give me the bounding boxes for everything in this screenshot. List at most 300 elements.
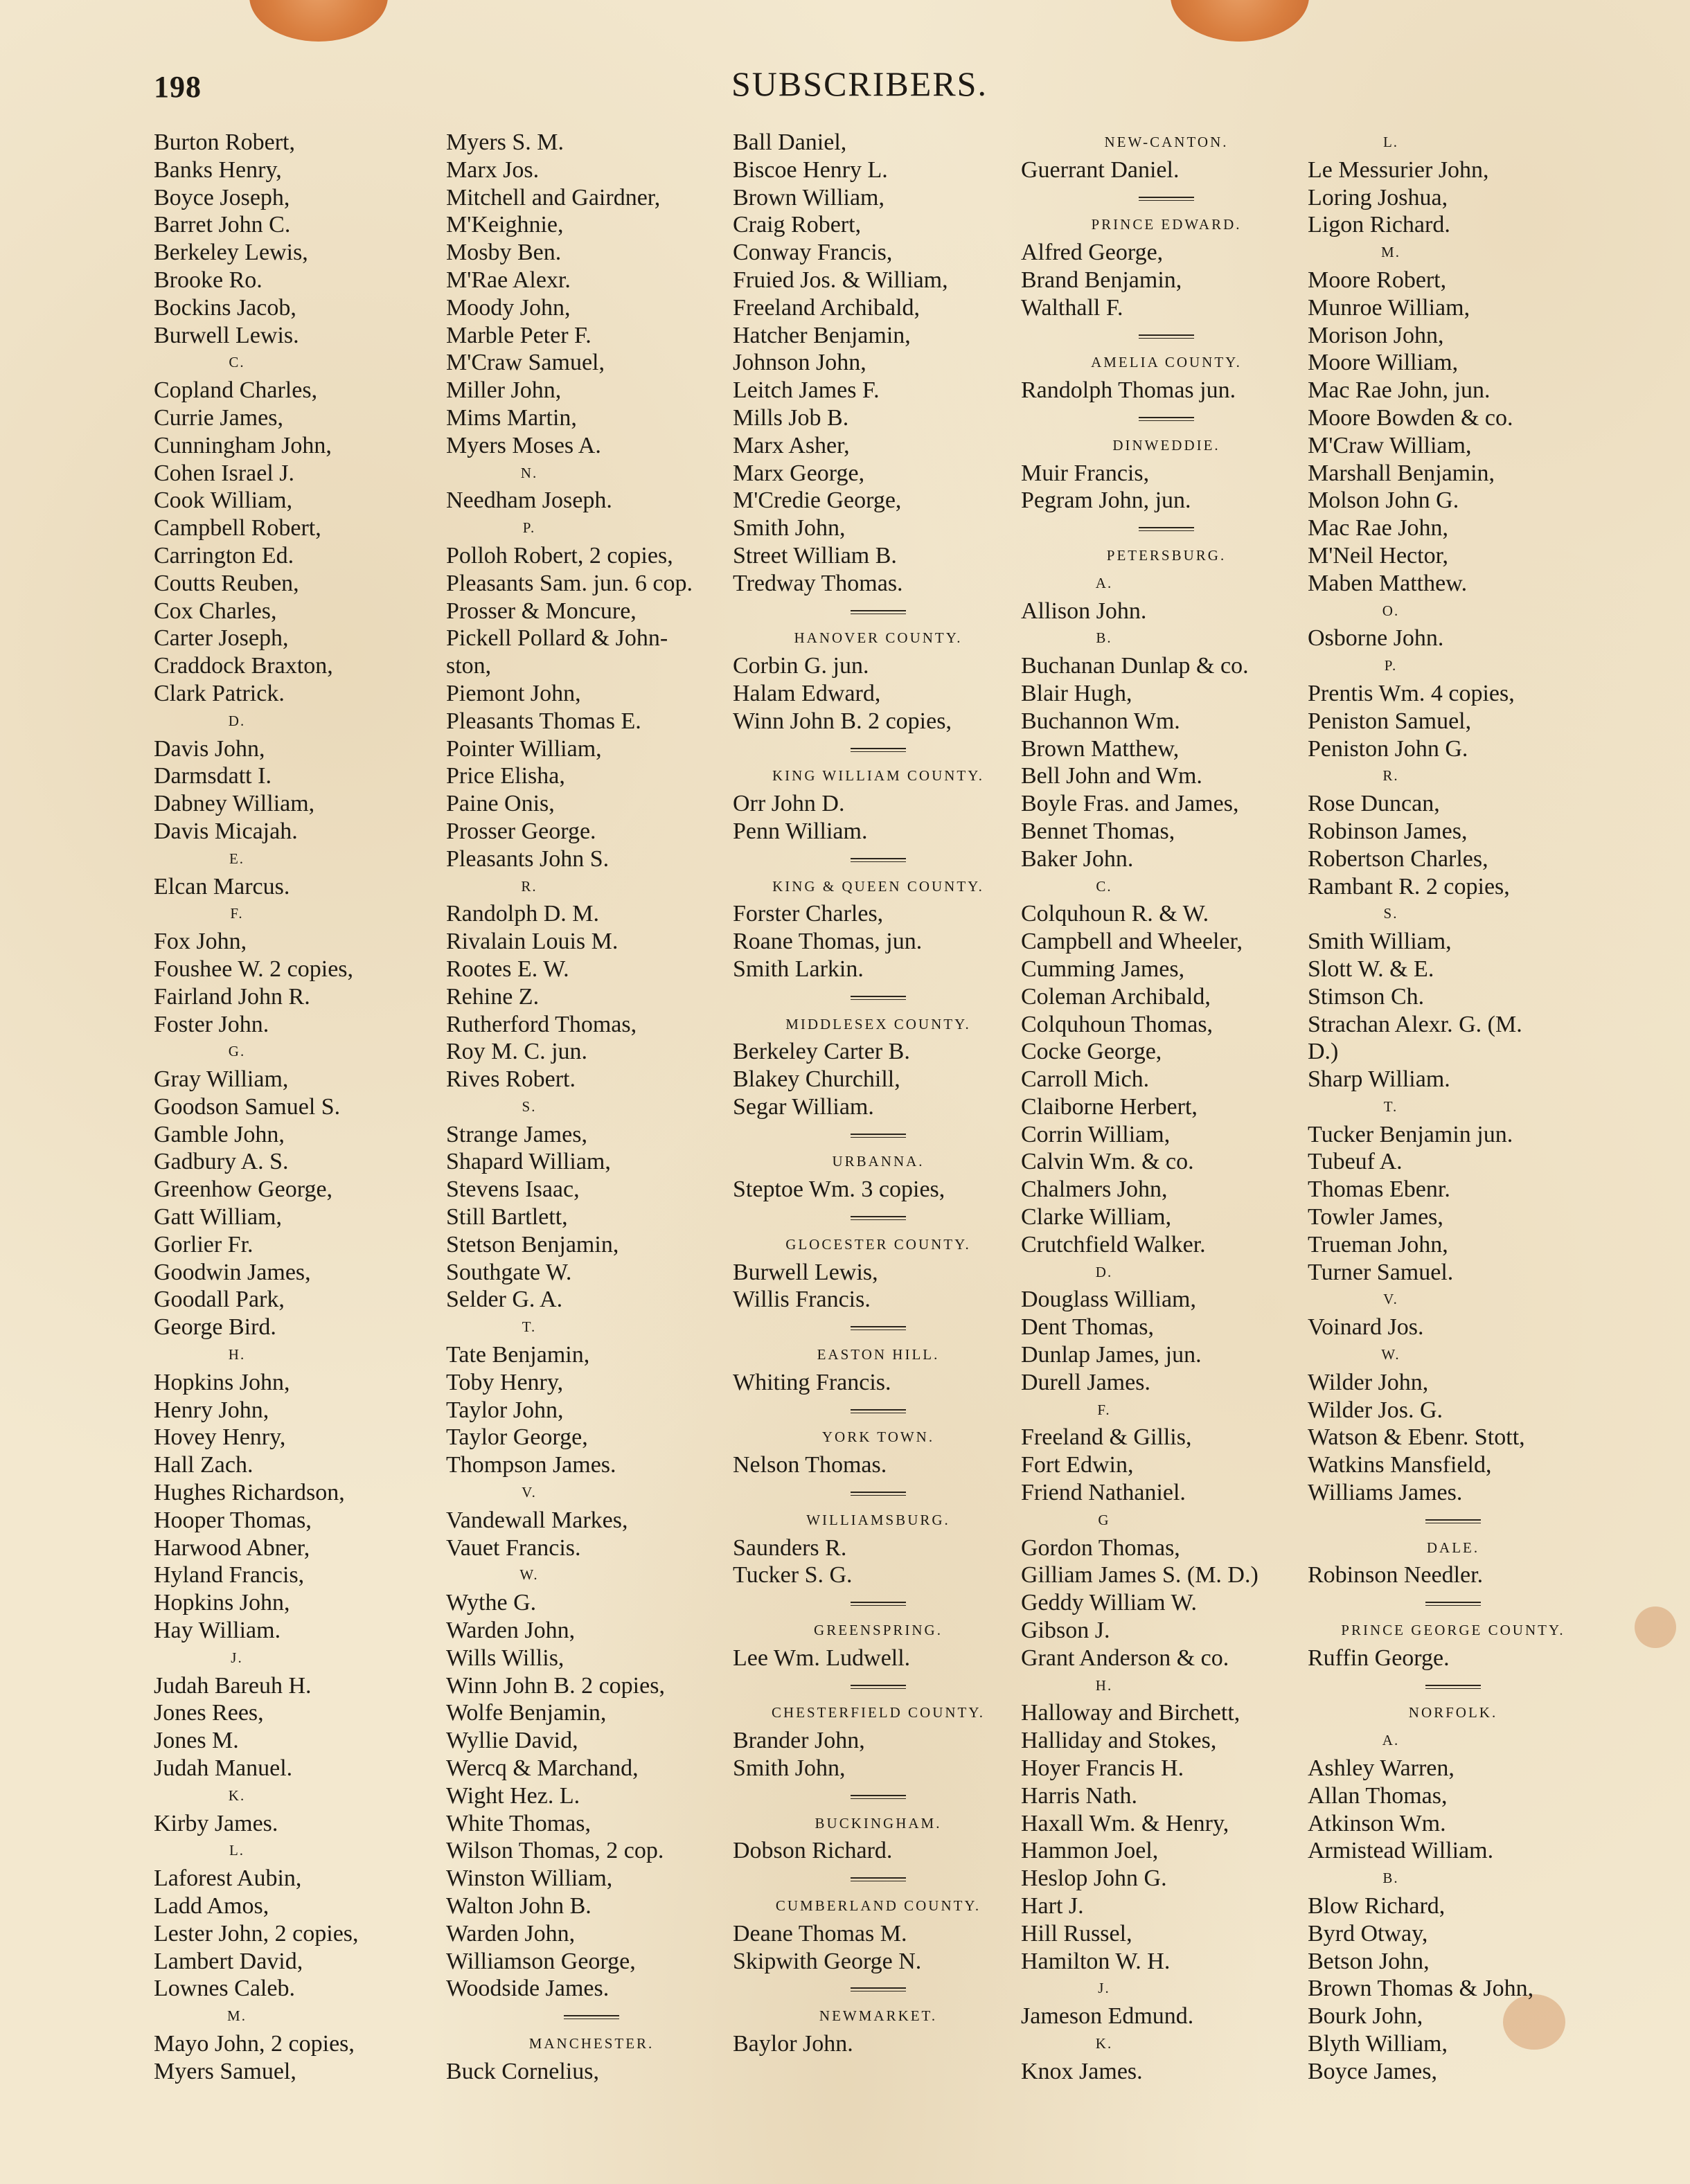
subscriber-name: Gordon Thomas,	[1021, 1534, 1180, 1561]
subscriber-name: Douglass William,	[1021, 1287, 1196, 1313]
subscriber-name: Craig Robert,	[733, 212, 862, 238]
subscriber-name: Myers S. M.	[446, 129, 564, 155]
place-heading: KING & QUEEN COUNTY.	[772, 877, 984, 895]
place-heading: DALE.	[1426, 1539, 1480, 1556]
subscriber-name: Orr John D.	[733, 791, 845, 817]
subscriber-name: M'Neil Hector,	[1308, 542, 1449, 569]
subscriber-name: Marble Peter F.	[446, 322, 592, 348]
section-rule	[1021, 184, 1312, 212]
subscriber-name: Fairland John R.	[154, 983, 310, 1010]
subscriber-name: Cox Charles,	[154, 598, 277, 624]
subscriber-name: Walthall F.	[1021, 294, 1123, 321]
subscriber-name: Segar William.	[733, 1093, 874, 1120]
subscriber-name: Guerrant Daniel.	[1021, 156, 1180, 183]
subscriber-name: Hamilton W. H.	[1021, 1948, 1171, 1974]
place-heading: YORK TOWN.	[821, 1429, 935, 1446]
subscriber-name: Carroll Mich.	[1021, 1066, 1150, 1093]
alphabet-heading: B.	[1096, 629, 1112, 647]
subscriber-name: Dabney William,	[154, 791, 315, 817]
subscriber-name: M'Rae Alexr.	[446, 267, 571, 293]
subscriber-name: Hall Zach.	[154, 1452, 254, 1478]
subscriber-name: Brander John,	[733, 1728, 865, 1754]
subscriber-name: Burwell Lewis.	[154, 322, 299, 348]
subscriber-name: Pleasants Sam. jun. 6 cop.	[446, 570, 693, 596]
subscriber-name: Knox James.	[1021, 2058, 1143, 2084]
subscriber-name: Clark Patrick.	[154, 680, 285, 706]
subscriber-name: Hoyer Francis H.	[1021, 1755, 1184, 1782]
subscriber-name: Mims Martin,	[446, 404, 577, 431]
subscriber-name: Lambert David,	[154, 1948, 303, 1974]
subscriber-name: Biscoe Henry L.	[733, 156, 888, 183]
subscriber-name: Roane Thomas, jun.	[733, 929, 923, 955]
subscriber-name: Coleman Archibald,	[1021, 983, 1211, 1010]
subscriber-name: Marx Asher,	[733, 432, 850, 458]
subscriber-name: Williamson George,	[446, 1948, 636, 1974]
place-heading: MIDDLESEX COUNTY.	[785, 1015, 971, 1032]
subscriber-name: Paine Onis,	[446, 791, 555, 817]
subscriber-name: Allison John.	[1021, 598, 1147, 624]
subscriber-name: ston,	[446, 653, 492, 679]
subscriber-name: Pointer William,	[446, 735, 602, 762]
alphabet-heading: G.	[228, 1043, 246, 1060]
subscriber-name: Robertson Charles,	[1308, 845, 1488, 872]
subscriber-name: Prosser George.	[446, 818, 596, 844]
subscriber-name: Gorlier Fr.	[154, 1231, 254, 1257]
subscriber-name: Freeland & Gillis,	[1021, 1424, 1192, 1451]
section-rule	[733, 1121, 1024, 1149]
subscriber-name: Moore William,	[1308, 350, 1459, 376]
alphabet-heading: L.	[229, 1842, 245, 1859]
subscriber-name: Boyce James,	[1308, 2058, 1437, 2084]
subscriber-name: Ligon Richard.	[1308, 212, 1450, 238]
alphabet-heading: H.	[228, 1346, 246, 1363]
subscriber-name: Jones Rees,	[154, 1700, 264, 1726]
place-heading: WILLIAMSBURG.	[806, 1511, 950, 1528]
subscriber-name: Trueman John,	[1308, 1231, 1448, 1257]
subscriber-name: Tate Benjamin,	[446, 1342, 590, 1368]
subscriber-name: Baker John.	[1021, 845, 1134, 872]
subscriber-name: Robinson Needler.	[1308, 1562, 1484, 1588]
subscriber-name: Judah Manuel.	[154, 1755, 293, 1782]
subscriber-name: Forster Charles,	[733, 901, 884, 927]
section-rule	[1308, 1672, 1599, 1700]
subscriber-name: Henry John,	[154, 1397, 269, 1423]
subscriber-name: Freeland Archibald,	[733, 294, 920, 321]
subscriber-name: Wercq & Marchand,	[446, 1755, 639, 1782]
section-rule	[733, 1975, 1024, 2003]
alphabet-heading: V.	[522, 1484, 537, 1501]
alphabet-heading: W.	[1381, 1346, 1400, 1363]
subscriber-name: Turner Samuel.	[1308, 1259, 1454, 1285]
subscriber-name: Randolph Thomas jun.	[1021, 377, 1236, 404]
subscriber-name: Southgate W.	[446, 1259, 572, 1285]
subscriber-name: Halloway and Birchett,	[1021, 1700, 1240, 1726]
subscriber-name: Munroe William,	[1308, 294, 1470, 321]
subscriber-name: Clarke William,	[1021, 1204, 1172, 1230]
subscriber-name: Currie James,	[154, 404, 283, 431]
subscriber-name: Buchanan Dunlap & co.	[1021, 653, 1249, 679]
subscriber-name: Bell John and Wm.	[1021, 763, 1202, 789]
subscriber-name: Myers Moses A.	[446, 432, 601, 458]
subscriber-name: Byrd Otway,	[1308, 1920, 1428, 1946]
subscriber-name: Hill Russel,	[1021, 1920, 1132, 1946]
subscriber-name: Chalmers John,	[1021, 1176, 1168, 1203]
subscriber-name: Peniston Samuel,	[1308, 708, 1472, 734]
subscriber-name: Pickell Pollard & John-	[446, 625, 668, 652]
subscriber-name: Craddock Braxton,	[154, 653, 333, 679]
alphabet-heading: C.	[1096, 877, 1112, 895]
subscriber-name: Elcan Marcus.	[154, 873, 290, 899]
subscriber-name: Cohen Israel J.	[154, 460, 295, 486]
section-rule	[446, 2003, 737, 2030]
alphabet-heading: N.	[520, 464, 538, 481]
subscriber-name: Halliday and Stokes,	[1021, 1728, 1217, 1754]
subscriber-name: Mayo John, 2 copies,	[154, 2030, 355, 2057]
subscriber-name: Copland Charles,	[154, 377, 318, 404]
section-rule	[1021, 514, 1312, 542]
subscriber-name: Pegram John, jun.	[1021, 487, 1191, 514]
subscriber-name: Cook William,	[154, 487, 293, 514]
subscriber-name: Moody John,	[446, 294, 571, 321]
subscriber-name: Rootes E. W.	[446, 956, 569, 982]
subscriber-name: Hopkins John,	[154, 1590, 290, 1616]
subscriber-name: Darmsdatt I.	[154, 763, 272, 789]
subscriber-name: Blyth William,	[1308, 2030, 1448, 2057]
subscriber-name: Brooke Ro.	[154, 267, 263, 293]
subscriber-name: Rutherford Thomas,	[446, 1011, 637, 1037]
place-heading: PETERSBURG.	[1106, 546, 1227, 564]
subscriber-name: Brown Matthew,	[1021, 735, 1180, 762]
section-rule	[733, 1672, 1024, 1700]
place-heading: MANCHESTER.	[528, 2034, 655, 2052]
subscriber-name: Still Bartlett,	[446, 1204, 568, 1230]
subscriber-name: Tredway Thomas.	[733, 570, 903, 596]
subscriber-name: Vauet Francis.	[446, 1534, 581, 1561]
section-rule	[1021, 404, 1312, 432]
subscriber-name: Smith John,	[733, 515, 846, 541]
alphabet-heading: T.	[522, 1318, 537, 1336]
subscriber-name: Street William B.	[733, 542, 897, 569]
subscriber-name: Prentis Wm. 4 copies,	[1308, 680, 1515, 706]
subscriber-name: Barret John C.	[154, 212, 291, 238]
subscriber-name: Penn William.	[733, 818, 868, 844]
subscriber-name: Lownes Caleb.	[154, 1976, 295, 2002]
subscriber-name: Hyland Francis,	[154, 1562, 305, 1588]
place-heading: NORFOLK.	[1408, 1704, 1498, 1721]
section-rule	[733, 1397, 1024, 1424]
subscriber-name: Claiborne Herbert,	[1021, 1093, 1198, 1120]
alphabet-heading: J.	[1098, 1980, 1110, 1997]
alphabet-heading: B.	[1382, 1870, 1399, 1887]
subscriber-name: Burwell Lewis,	[733, 1259, 878, 1285]
alphabet-heading: L.	[1382, 134, 1399, 150]
subscriber-name: Walton John B.	[446, 1893, 592, 1919]
subscriber-name: Banks Henry,	[154, 156, 282, 183]
subscriber-name: Heslop John G.	[1021, 1865, 1167, 1892]
subscriber-name: Willis Francis.	[733, 1287, 871, 1313]
subscriber-name: Roy M. C. jun.	[446, 1039, 588, 1065]
subscriber-name: Geddy William W.	[1021, 1590, 1197, 1616]
alphabet-heading: A.	[1382, 1732, 1400, 1749]
subscriber-name: Gibson J.	[1021, 1618, 1110, 1644]
subscriber-name: Gadbury A. S.	[154, 1149, 289, 1175]
subscriber-name: Osborne John.	[1308, 625, 1444, 652]
subscriber-name: Wilder Jos. G.	[1308, 1397, 1443, 1423]
subscriber-name: Peniston John G.	[1308, 735, 1468, 762]
subscriber-name: Taylor George,	[446, 1424, 588, 1451]
alphabet-heading: V.	[1383, 1291, 1398, 1308]
place-heading: GREENSPRING.	[814, 1622, 943, 1639]
section-rule	[733, 598, 1024, 625]
subscriber-name: Nelson Thomas.	[733, 1452, 887, 1478]
subscriber-name: Davis Micajah.	[154, 818, 298, 844]
subscriber-name: Campbell and Wheeler,	[1021, 929, 1243, 955]
subscriber-name: Deane Thomas M.	[733, 1920, 907, 1946]
subscriber-name: Grant Anderson & co.	[1021, 1645, 1229, 1671]
subscriber-name: Gamble John,	[154, 1121, 285, 1147]
subscriber-name: Goodson Samuel S.	[154, 1093, 341, 1120]
section-rule	[733, 1782, 1024, 1810]
subscriber-name: Boyce Joseph,	[154, 184, 290, 211]
subscriber-name: Randolph D. M.	[446, 901, 599, 927]
subscriber-name: Towler James,	[1308, 1204, 1443, 1230]
subscriber-column-1	[154, 129, 445, 2086]
subscriber-name: Goodall Park,	[154, 1287, 285, 1313]
section-rule	[733, 1314, 1024, 1341]
subscriber-name: Williams James.	[1308, 1480, 1463, 1506]
subscriber-name: Wight Hez. L.	[446, 1782, 580, 1809]
subscriber-name: Saunders R.	[733, 1534, 847, 1561]
subscriber-name: Johnson John,	[733, 350, 866, 376]
subscriber-name: Marshall Benjamin,	[1308, 460, 1495, 486]
subscriber-name: Molson John G.	[1308, 487, 1459, 514]
subscriber-name: Ashley Warren,	[1308, 1755, 1455, 1782]
subscriber-name: Tucker Benjamin jun.	[1308, 1121, 1513, 1147]
place-heading: URBANNA.	[832, 1153, 925, 1170]
subscriber-name: Miller John,	[446, 377, 562, 404]
alphabet-heading: P.	[1384, 657, 1398, 674]
subscriber-name: Toby Henry,	[446, 1369, 564, 1395]
alphabet-heading: S.	[522, 1098, 537, 1115]
section-rule	[1308, 1589, 1599, 1617]
subscriber-name: Hopkins John,	[154, 1369, 290, 1395]
subscriber-name: Greenhow George,	[154, 1176, 333, 1203]
subscriber-name: Strachan Alexr. G. (M.	[1308, 1011, 1522, 1037]
alphabet-heading: R.	[1382, 767, 1399, 785]
subscriber-name: Blow Richard,	[1308, 1893, 1446, 1919]
subscriber-name: Campbell Robert,	[154, 515, 321, 541]
subscriber-name: Wyllie David,	[446, 1728, 578, 1754]
subscriber-name: Winston William,	[446, 1865, 613, 1892]
subscriber-name: Kirby James.	[154, 1810, 278, 1836]
subscriber-name: Harwood Abner,	[154, 1534, 310, 1561]
place-heading: CHESTERFIELD COUNTY.	[771, 1704, 986, 1721]
subscriber-name: Prosser & Moncure,	[446, 598, 637, 624]
subscriber-name: Corbin G. jun.	[733, 653, 869, 679]
subscriber-name: Sharp William.	[1308, 1066, 1450, 1093]
subscriber-name: Brown William,	[733, 184, 884, 211]
section-rule	[1021, 322, 1312, 350]
subscriber-name: Gatt William,	[154, 1204, 282, 1230]
alphabet-heading: G	[1098, 1511, 1110, 1528]
alphabet-heading: K.	[228, 1787, 246, 1804]
page-number: 198	[154, 70, 202, 104]
subscriber-name: Rives Robert.	[446, 1066, 576, 1093]
subscriber-name: Jones M.	[154, 1728, 239, 1754]
subscriber-name: Tubeuf A.	[1308, 1149, 1403, 1175]
subscriber-name: Piemont John,	[446, 680, 581, 706]
subscriber-name: Hay William.	[154, 1618, 281, 1644]
subscriber-name: Baylor John.	[733, 2030, 853, 2057]
place-heading: NEWMARKET.	[819, 2007, 938, 2025]
subscriber-name: Rehine Z.	[446, 983, 540, 1010]
subscriber-name: Rivalain Louis M.	[446, 929, 619, 955]
alphabet-heading: K.	[1095, 2034, 1113, 2052]
alphabet-heading: O.	[1382, 602, 1400, 619]
subscriber-name: Blakey Churchill,	[733, 1066, 900, 1093]
subscriber-name: Winn John B. 2 copies,	[733, 708, 952, 734]
subscriber-name: Mac Rae John, jun.	[1308, 377, 1491, 404]
wax-seal-stain-right	[1171, 0, 1309, 42]
place-heading: DINWEDDIE.	[1112, 436, 1220, 454]
subscriber-name: Mills Job B.	[733, 404, 849, 431]
subscriber-name: Buck Cornelius,	[446, 2058, 599, 2084]
place-heading: AMELIA COUNTY.	[1091, 354, 1242, 371]
subscriber-name: Bourk John,	[1308, 2003, 1423, 2030]
subscriber-name: Blair Hugh,	[1021, 680, 1132, 706]
subscriber-column-5	[1308, 129, 1599, 2086]
stain-spot	[1635, 1606, 1676, 1648]
alphabet-heading: P.	[522, 519, 536, 537]
subscriber-name: Harris Nath.	[1021, 1782, 1138, 1809]
place-heading: NEW-CANTON.	[1104, 134, 1229, 150]
subscriber-name: Hughes Richardson,	[154, 1480, 345, 1506]
subscriber-name: Lester John, 2 copies,	[154, 1920, 359, 1946]
subscriber-name: Leitch James F.	[733, 377, 880, 404]
subscriber-name: Bockins Jacob,	[154, 294, 296, 321]
subscriber-name: Stevens Isaac,	[446, 1176, 580, 1203]
subscriber-name: Laforest Aubin,	[154, 1865, 302, 1892]
subscriber-name: M'Craw William,	[1308, 432, 1472, 458]
subscriber-name: Friend Nathaniel.	[1021, 1480, 1186, 1506]
subscriber-name: Judah Bareuh H.	[154, 1672, 312, 1699]
subscriber-name: Gray William,	[154, 1066, 289, 1093]
alphabet-heading: J.	[231, 1649, 243, 1666]
section-rule	[733, 845, 1024, 873]
subscriber-name: Loring Joshua,	[1308, 184, 1448, 211]
subscriber-name: White Thomas,	[446, 1810, 591, 1836]
subscriber-name: Wilson Thomas, 2 cop.	[446, 1838, 664, 1864]
subscriber-name: Tucker S. G.	[733, 1562, 853, 1588]
subscriber-name: Fox John,	[154, 929, 247, 955]
place-heading: PRINCE EDWARD.	[1091, 216, 1242, 233]
subscriber-name: Burton Robert,	[154, 129, 295, 155]
subscriber-name: Moore Robert,	[1308, 267, 1447, 293]
subscriber-name: Hammon Joel,	[1021, 1838, 1159, 1864]
section-rule	[733, 1865, 1024, 1892]
subscriber-name: Brown Thomas & John,	[1308, 1976, 1534, 2002]
subscriber-name: Crutchfield Walker.	[1021, 1231, 1206, 1257]
alphabet-heading: E.	[229, 850, 245, 867]
subscriber-name: Stimson Ch.	[1308, 983, 1425, 1010]
subscriber-name: Coutts Reuben,	[154, 570, 299, 596]
place-heading: KING WILLIAM COUNTY.	[772, 767, 984, 785]
subscriber-name: M'Keighnie,	[446, 212, 564, 238]
subscriber-name: Ladd Amos,	[154, 1893, 269, 1919]
subscriber-name: Robinson James,	[1308, 818, 1468, 844]
subscriber-name: Pleasants Thomas E.	[446, 708, 641, 734]
subscriber-name: Smith John,	[733, 1755, 846, 1782]
subscriber-column-3	[733, 129, 1024, 2058]
subscriber-name: Thompson James.	[446, 1452, 616, 1478]
subscriber-name: Thomas Ebenr.	[1308, 1176, 1450, 1203]
subscriber-name: Taylor John,	[446, 1397, 564, 1423]
subscriber-name: Colquhoun Thomas,	[1021, 1011, 1213, 1037]
subscriber-name: Hart J.	[1021, 1893, 1084, 1919]
section-rule	[1308, 1507, 1599, 1534]
subscriber-name: Mac Rae John,	[1308, 515, 1449, 541]
subscriber-name: Conway Francis,	[733, 240, 893, 266]
subscriber-name: Moore Bowden & co.	[1308, 404, 1513, 431]
place-heading: HANOVER COUNTY.	[794, 629, 963, 647]
alphabet-heading: T.	[1383, 1098, 1398, 1115]
subscriber-name: Price Elisha,	[446, 763, 565, 789]
alphabet-heading: D.	[228, 712, 246, 729]
subscriber-name: Carter Joseph,	[154, 625, 289, 652]
subscriber-name: Brand Benjamin,	[1021, 267, 1182, 293]
subscriber-name: Armistead William.	[1308, 1838, 1494, 1864]
alphabet-heading: F.	[230, 905, 244, 922]
subscriber-name: Watson & Ebenr. Stott,	[1308, 1424, 1525, 1451]
subscriber-name: Betson John,	[1308, 1948, 1430, 1974]
alphabet-heading: M.	[1381, 244, 1400, 261]
subscriber-name: Haxall Wm. & Henry,	[1021, 1810, 1229, 1836]
subscriber-name: Foster John.	[154, 1011, 269, 1037]
subscriber-name: Durell James.	[1021, 1369, 1150, 1395]
subscriber-name: Polloh Robert, 2 copies,	[446, 542, 673, 569]
subscriber-name: Watkins Mansfield,	[1308, 1452, 1492, 1478]
subscriber-name: Berkeley Carter B.	[733, 1039, 910, 1065]
subscriber-name: Woodside James.	[446, 1976, 610, 2002]
subscriber-name: Corrin William,	[1021, 1121, 1171, 1147]
subscriber-name: Warden John,	[446, 1618, 576, 1644]
subscriber-name: Muir Francis,	[1021, 460, 1150, 486]
subscriber-name: Wills Willis,	[446, 1645, 564, 1671]
subscriber-name: Needham Joseph.	[446, 487, 612, 514]
subscriber-name: Rose Duncan,	[1308, 791, 1440, 817]
subscriber-name: Myers Samuel,	[154, 2058, 296, 2084]
subscriber-name: Ruffin George.	[1308, 1645, 1450, 1671]
alphabet-heading: C.	[229, 354, 245, 371]
subscriber-name: Fruied Jos. & William,	[733, 267, 948, 293]
subscriber-name: Buchannon Wm.	[1021, 708, 1180, 734]
subscriber-name: Ball Daniel,	[733, 129, 847, 155]
subscriber-name: Halam Edward,	[733, 680, 881, 706]
subscriber-name: Rambant R. 2 copies,	[1308, 873, 1510, 899]
subscriber-name: Smith Larkin.	[733, 956, 864, 982]
place-heading: GLOCESTER COUNTY.	[785, 1235, 971, 1253]
subscriber-column-2	[446, 129, 737, 2086]
subscriber-name: Vandewall Markes,	[446, 1507, 628, 1533]
alphabet-heading: F.	[1097, 1401, 1111, 1418]
subscriber-name: Cumming James,	[1021, 956, 1185, 982]
subscriber-name: Shapard William,	[446, 1149, 611, 1175]
subscriber-name: Steptoe Wm. 3 copies,	[733, 1176, 945, 1203]
section-rule	[733, 983, 1024, 1011]
subscriber-name: Slott W. & E.	[1308, 956, 1434, 982]
subscriber-name: M'Craw Samuel,	[446, 350, 605, 376]
subscriber-name: Whiting Francis.	[733, 1369, 891, 1395]
